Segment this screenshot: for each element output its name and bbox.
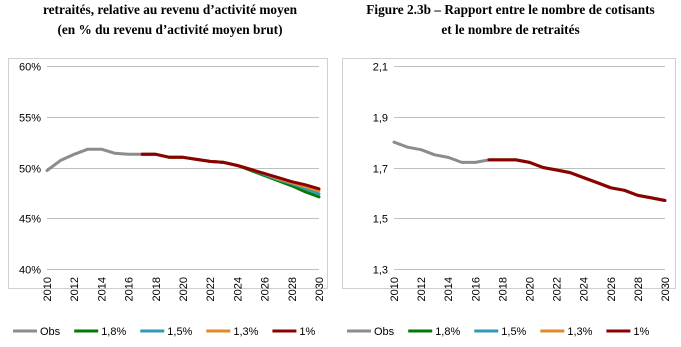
series-line-1	[489, 160, 665, 201]
x-tick-label: 2014	[96, 277, 109, 302]
chart-frame	[9, 59, 328, 289]
series-line-Obs	[47, 149, 142, 170]
y-tick-label: 60%	[18, 61, 41, 74]
y-tick-label: 2,1	[372, 61, 388, 74]
x-tick-label: 2012	[416, 277, 429, 302]
y-tick-label: 50%	[18, 163, 41, 176]
x-tick-label: 2022	[551, 277, 564, 302]
y-tick-label: 1,3	[372, 264, 388, 277]
x-tick-label: 2010	[389, 277, 401, 302]
x-tick-label: 2018	[497, 277, 510, 302]
x-tick-label: 2030	[314, 277, 326, 302]
x-tick-label: 2020	[524, 277, 537, 302]
chart-frame	[343, 59, 676, 289]
y-tick-label: 1,5	[372, 213, 388, 226]
left-heading-line-1: retraités, relative au revenu d’activité moyen	[42, 2, 298, 17]
y-tick-label: 55%	[18, 112, 41, 125]
chart-2	[343, 59, 676, 339]
x-tick-label: 2010	[42, 277, 54, 302]
legend-label: 1,8%	[435, 326, 461, 338]
x-tick-label: 2018	[150, 277, 163, 302]
legend-label: 1,3%	[233, 326, 259, 338]
x-tick-label: 2028	[286, 277, 299, 302]
left-heading-line-2: (en % du revenu d’activité moyen brut)	[57, 22, 283, 37]
x-tick-label: 2024	[578, 277, 591, 302]
legend-label: Obs	[374, 326, 395, 338]
y-tick-label: 1,7	[372, 163, 388, 176]
series-line-Obs	[394, 142, 489, 162]
x-tick-label: 2012	[69, 277, 82, 302]
y-tick-label: 45%	[18, 213, 41, 226]
legend-label: 1,5%	[501, 326, 527, 338]
series-line-15	[142, 154, 319, 194]
legend-label: 1,3%	[567, 326, 593, 338]
x-tick-label: 2022	[205, 277, 218, 302]
series-line-18	[142, 154, 319, 197]
x-tick-label: 2016	[123, 277, 136, 302]
x-tick-label: 2020	[178, 277, 190, 302]
legend-label: 1%	[299, 326, 316, 338]
x-tick-label: 2026	[605, 277, 618, 302]
right-heading-line-1: Figure 2.3b – Rapport entre le nombre de cotisants	[366, 2, 655, 17]
legend-label: 1,5%	[167, 326, 193, 338]
x-tick-label: 2030	[660, 277, 672, 302]
y-tick-label: 1,9	[372, 112, 388, 125]
legend-label: 1,8%	[101, 326, 127, 338]
right-heading-line-2: et le nombre de retraités	[441, 22, 580, 37]
legend-label: 1%	[633, 326, 650, 338]
x-tick-label: 2028	[632, 277, 645, 302]
y-tick-label: 40%	[18, 264, 41, 277]
x-tick-label: 2016	[470, 277, 483, 302]
x-tick-label: 2024	[232, 277, 245, 302]
legend-label: Obs	[40, 326, 61, 338]
x-tick-label: 2014	[443, 277, 456, 302]
chart-1	[9, 59, 328, 339]
x-tick-label: 2026	[259, 277, 272, 302]
